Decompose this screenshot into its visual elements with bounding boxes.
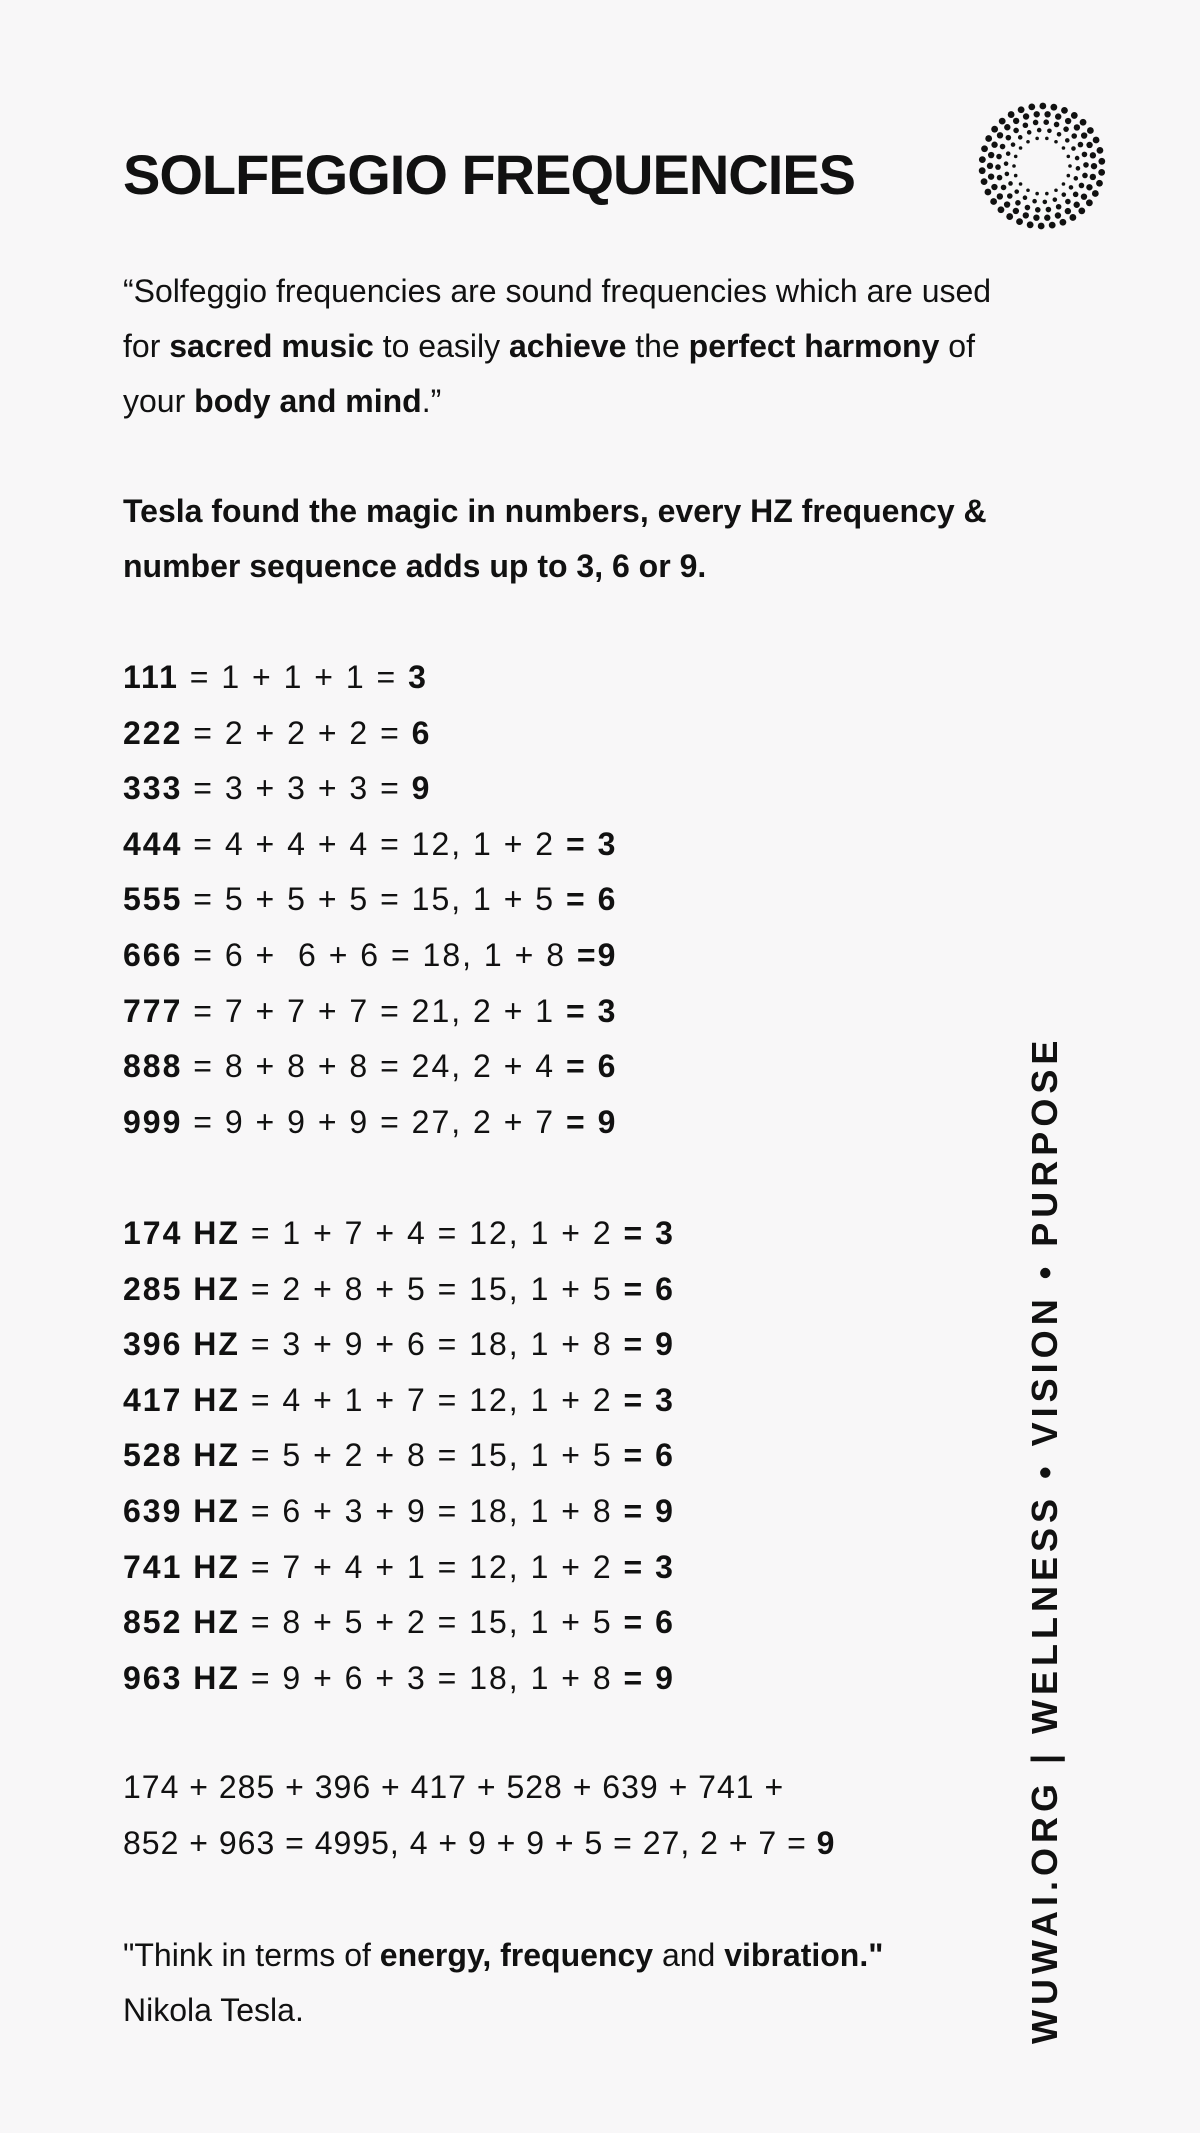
tesla-quote: "Think in terms of energy, frequency and vibration." Nikola Tesla.	[123, 1937, 884, 2028]
sequence-row	[123, 872, 617, 928]
frequency-row-number: 741 HZ	[123, 1548, 240, 1585]
sequence-list	[123, 650, 617, 1150]
frequency-row-expression: = 9 + 6 + 3 = 18, 1 + 8	[239, 1659, 624, 1696]
sequence-row	[123, 984, 617, 1040]
sequence-row-result: 6	[411, 714, 432, 751]
sequence-row-expression: = 3 + 3 + 3 =	[182, 770, 412, 807]
frequency-row	[123, 1484, 675, 1540]
frequency-row-expression: = 3 + 9 + 6 = 18, 1 + 8	[239, 1326, 624, 1363]
sequence-row-number: 444	[123, 825, 183, 862]
sequence-row-number: 333	[123, 770, 183, 807]
frequency-row	[123, 1595, 675, 1651]
frequency-row-result: = 9	[623, 1492, 675, 1529]
sequence-row-result: = 3	[565, 825, 618, 862]
sequence-row-result: = 3	[565, 992, 618, 1029]
frequency-row-expression: = 1 + 7 + 4 = 12, 1 + 2	[239, 1215, 624, 1251]
frequency-row-result: = 6	[623, 1270, 675, 1307]
frequency-row-result: = 6	[623, 1437, 675, 1474]
tesla-statement: Tesla found the magic in numbers, every HZ frequency & number sequence adds up to 3, 6 or 9.	[123, 493, 987, 584]
frequency-row	[123, 1373, 675, 1429]
sequence-row-number: 111	[123, 659, 179, 695]
sum-line-1: 174 + 285 + 396 + 417 + 528 + 639 + 741 +	[123, 1769, 785, 1805]
dotted-circle-logo-icon	[974, 98, 1110, 234]
sequence-row-result: 9	[411, 770, 432, 807]
sequence-row-expression: = 6 + 6 + 6 = 18, 1 + 8	[182, 936, 577, 973]
frequency-row	[123, 1428, 675, 1484]
sequence-row-result: = 6	[565, 1048, 618, 1085]
side-tagline: WUWAI.ORG | WELLNESS • VISION • PURPOSE	[1024, 1035, 1065, 2044]
quote-author: Nikola Tesla.	[123, 1992, 304, 2028]
frequency-row-expression: = 7 + 4 + 1 = 12, 1 + 2	[239, 1548, 624, 1585]
sequence-row-expression: = 4 + 4 + 4 = 12, 1 + 2	[182, 825, 566, 862]
sequence-row-number: 222	[123, 714, 183, 751]
frequency-row-number: 174 HZ	[123, 1215, 240, 1251]
sum-result: 9	[816, 1825, 836, 1861]
frequency-row-number: 528 HZ	[123, 1437, 240, 1474]
sequence-row-expression: = 1 + 1 + 1 =	[178, 659, 409, 695]
sequence-row	[123, 817, 617, 873]
sequence-row-expression: = 9 + 9 + 9 = 27, 2 + 7	[182, 1103, 566, 1140]
frequency-row-number: 639 HZ	[123, 1492, 240, 1529]
sequence-row-number: 777	[123, 992, 183, 1029]
sequence-row-result: =9	[576, 936, 618, 973]
sequence-row-number: 888	[123, 1048, 183, 1085]
sequence-row	[123, 706, 617, 762]
frequency-row-expression: = 5 + 2 + 8 = 15, 1 + 5	[239, 1437, 624, 1474]
frequency-row-result: = 3	[623, 1381, 675, 1418]
intro-quote: “Solfeggio frequencies are sound frequencies which are used for sacred music to easily achieve the perfect harmony of your body and mind.”	[123, 273, 992, 419]
sum-line-2: 852 + 963 = 4995, 4 + 9 + 9 + 5 = 27, 2 + 7 =	[123, 1825, 817, 1861]
frequency-row-number: 285 HZ	[123, 1270, 240, 1307]
frequency-row-result: = 6	[623, 1604, 675, 1641]
sequence-row-expression: = 8 + 8 + 8 = 24, 2 + 4	[182, 1048, 566, 1085]
sequence-row-result: 3	[408, 659, 428, 695]
sequence-row-number: 999	[123, 1103, 183, 1140]
sequence-row	[123, 1039, 617, 1095]
sequence-row-result: = 9	[565, 1103, 618, 1140]
frequency-row	[123, 1540, 675, 1596]
frequency-row-result: = 3	[623, 1215, 675, 1251]
frequency-row-expression: = 2 + 8 + 5 = 15, 1 + 5	[239, 1270, 624, 1307]
sequence-row-expression: = 2 + 2 + 2 =	[182, 714, 412, 751]
frequency-row-number: 852 HZ	[123, 1604, 240, 1641]
sequence-row-result: = 6	[565, 881, 618, 918]
frequency-row	[123, 1651, 675, 1707]
frequency-row	[123, 1206, 675, 1262]
frequency-row-expression: = 6 + 3 + 9 = 18, 1 + 8	[239, 1492, 624, 1529]
frequency-row-number: 396 HZ	[123, 1326, 240, 1363]
frequency-row-number: 963 HZ	[123, 1659, 240, 1696]
sequence-row	[123, 928, 617, 984]
sequence-row-expression: = 7 + 7 + 7 = 21, 2 + 1	[182, 992, 566, 1029]
frequency-row-number: 417 HZ	[123, 1381, 240, 1418]
frequency-row-result: = 9	[623, 1659, 675, 1696]
frequency-row-expression: = 8 + 5 + 2 = 15, 1 + 5	[239, 1604, 624, 1641]
frequency-row-result: = 3	[623, 1548, 675, 1585]
frequency-row-expression: = 4 + 1 + 7 = 12, 1 + 2	[239, 1381, 624, 1418]
frequency-row	[123, 1262, 675, 1318]
frequency-list	[123, 1206, 675, 1706]
frequency-row-result: = 9	[623, 1326, 675, 1363]
frequency-sum	[123, 1759, 835, 1871]
sequence-row-number: 555	[123, 881, 183, 918]
sequence-row-expression: = 5 + 5 + 5 = 15, 1 + 5	[182, 881, 566, 918]
sequence-row-number: 666	[123, 936, 183, 973]
sequence-row	[123, 761, 617, 817]
sequence-row	[123, 1095, 617, 1151]
sequence-row	[123, 650, 617, 706]
frequency-row	[123, 1317, 675, 1373]
page-title: SOLFEGGIO FREQUENCIES	[123, 143, 855, 206]
